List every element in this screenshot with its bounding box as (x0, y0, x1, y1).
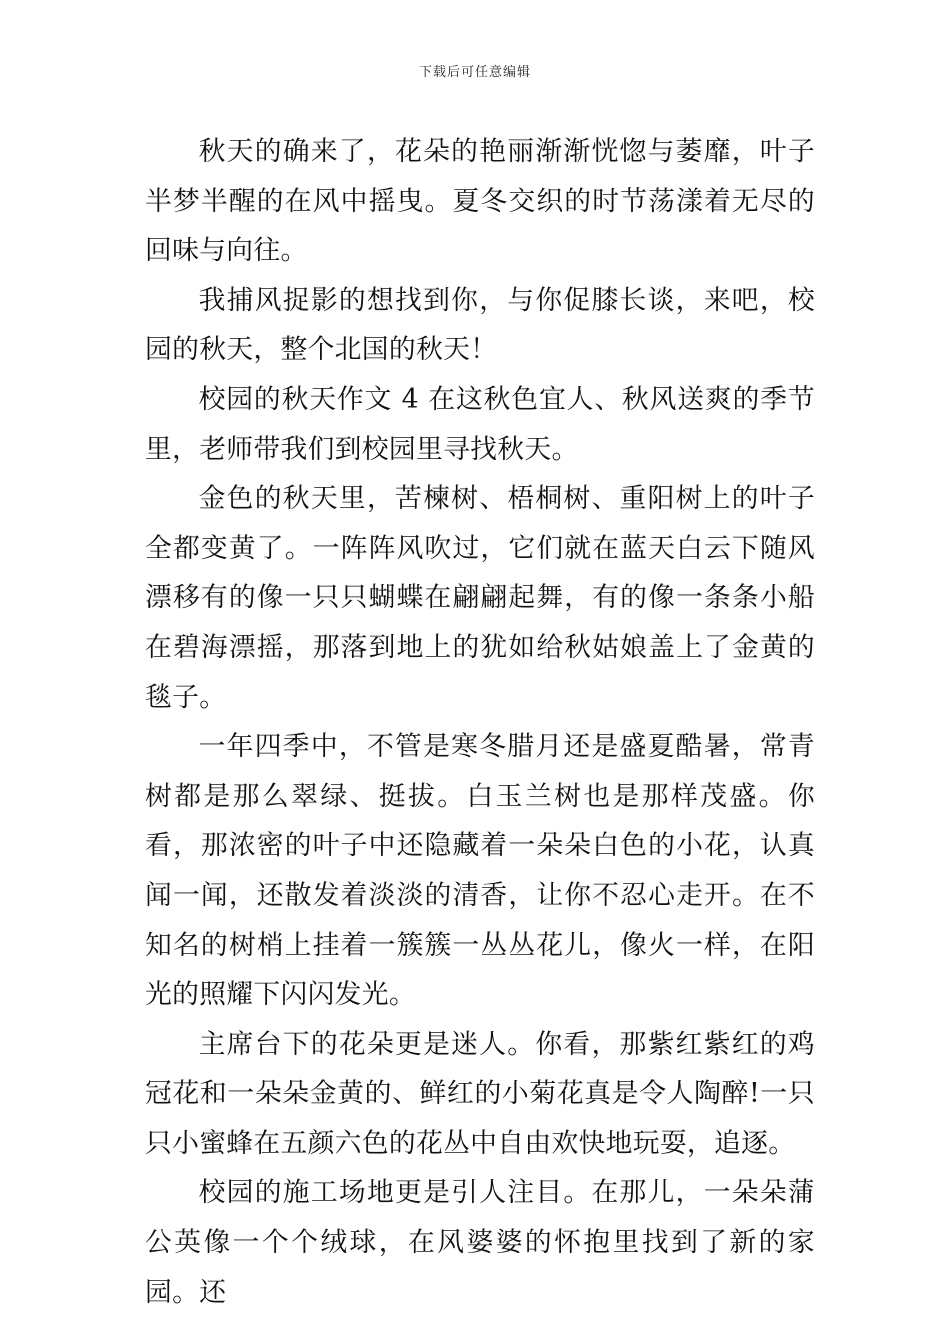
page-header: 下载后可任意编辑 (418, 65, 531, 80)
document-body (145, 127, 815, 1317)
paragraph-6: 主席台下的花朵更是迷人。你看，那紫红紫红的鸡冠花和一朵朵金黄的、鲜红的小菊花真是令人陶醉!一只只小蜜蜂在五颜六色的花丛中自由欢快地玩耍，追逐。 (145, 1028, 815, 1159)
paragraph-5: 一年四季中，不管是寒冬腊月还是盛夏酷暑，常青树都是那么翠绿、挺拔。白玉兰树也是那样茂盛。你看，那浓密的叶子中还隐藏着一朵朵白色的小花，认真闻一闻，还散发着淡淡的清香，让你不忍心走开。在不知名的树梢上挂着一簇簇一丛丛花儿，像火一样，在阳光的照耀下闪闪发光。 (145, 731, 815, 1011)
paragraph-1: 秋天的确来了，花朵的艳丽渐渐恍惚与萎靡，叶子半梦半醒的在风中摇曳。夏冬交织的时节荡漾着无尽的回味与向往。 (145, 136, 815, 267)
paragraph-4: 金色的秋天里，苦楝树、梧桐树、重阳树上的叶子全都变黄了。一阵阵风吹过，它们就在蓝天白云下随风漂移有的像一只只蝴蝶在翩翩起舞，有的像一条条小船在碧海漂摇，那落到地上的犹如给秋姑娘盖上了金黄的毯子。 (145, 483, 815, 713)
paragraph-3: 校园的秋天作文 4 在这秋色宜人、秋风送爽的季节里，老师带我们到校园里寻找秋天。 (145, 383, 815, 465)
paragraph-2: 我捕风捉影的想找到你，与你促膝长谈，来吧，校园的秋天，整个北国的秋天！ (145, 284, 815, 366)
paragraph-7: 校园的施工场地更是引人注目。在那儿，一朵朵蒲公英像一个个绒球，在风婆婆的怀抱里找到了新的家园。还 (145, 1177, 815, 1308)
